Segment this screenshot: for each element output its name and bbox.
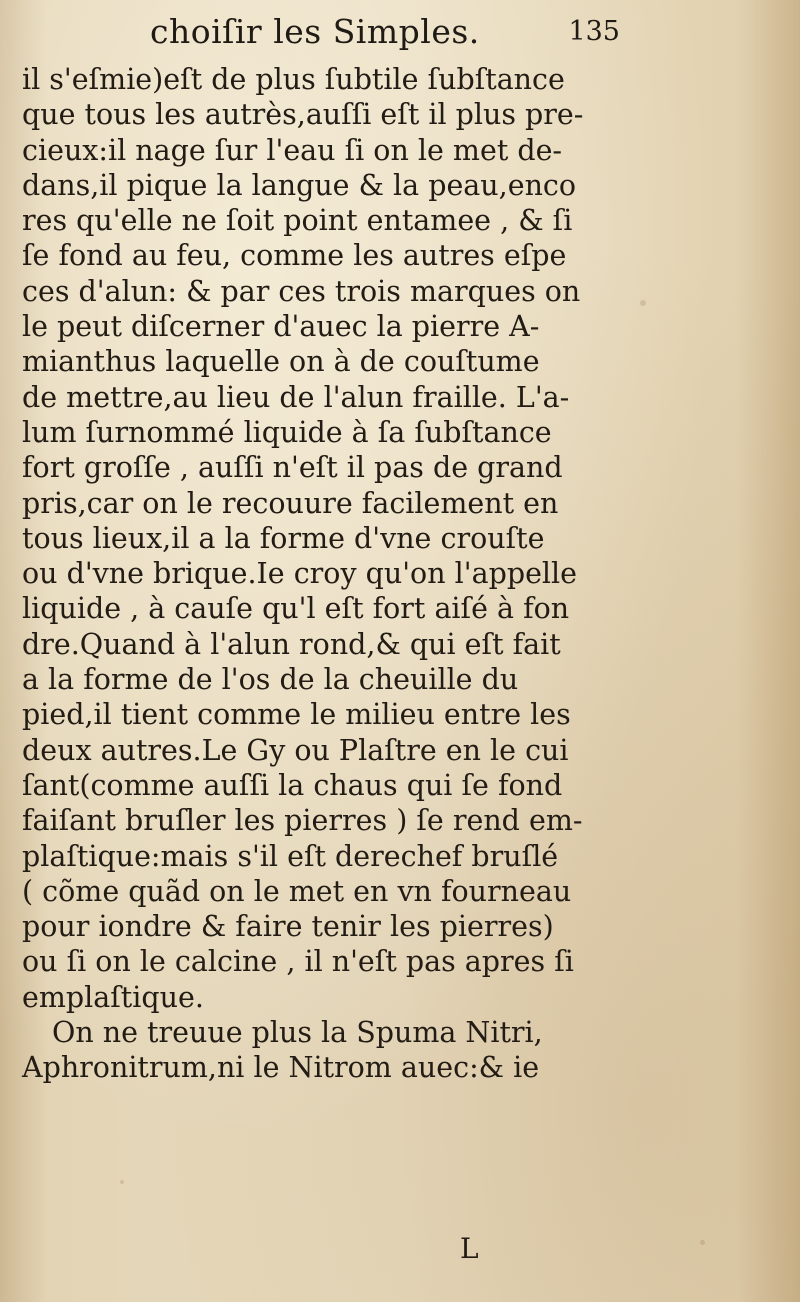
text-line: le peut diſcerner d'auec la pierre A- — [22, 310, 540, 344]
text-line: emplaſtique. — [22, 980, 204, 1014]
text-line: pour iondre & faire tenir les pierres) — [22, 910, 554, 944]
paragraph-start-line: On ne treuue plus la Spuma Nitri, — [52, 1016, 543, 1050]
text-line: fort groſſe , auſſi n'eſt il pas de grand — [22, 451, 563, 485]
text-line: ces d'alun: & par ces trois marques on — [22, 274, 581, 308]
text-line: liquide , à cauſe qu'l eſt fort aiſé à fon — [22, 592, 570, 626]
text-line: cieux:il nage ſur l'eau ſi on le met de- — [22, 133, 563, 167]
signature-mark: L — [460, 1232, 479, 1265]
text-line: plaſtique:mais s'il eſt derechef bruſlé — [22, 839, 559, 873]
text-line: faiſant bruſler les pierres ) ſe rend em- — [22, 804, 583, 838]
text-line: pris,car on le recouure facilement en — [22, 486, 559, 520]
text-line: res qu'elle ne ſoit point entamee , & ſi — [22, 204, 573, 238]
text-line: que tous les autrès,auſſi eſt il plus pre- — [22, 98, 584, 132]
text-line: Aphronitrum,ni le Nitrom auec:& ie — [22, 1051, 540, 1085]
text-line: mianthus laquelle on à de couſtume — [22, 345, 540, 379]
paper-stain — [700, 1240, 705, 1245]
paper-stain — [120, 1180, 124, 1184]
text-line: il s'eſmie)eſt de plus ſubtile ſubſtance — [22, 63, 565, 96]
body-text — [22, 62, 622, 1086]
running-title: choiſir les Simples. — [150, 12, 480, 51]
text-line: deux autres.Le Gy ou Plaſtre en le cui — [22, 733, 569, 767]
text-line: ou d'vne brique.Ie croy qu'on l'appelle — [22, 557, 578, 591]
text-line: lum ſurnommé liquide à ſa ſubſtance — [22, 415, 552, 449]
text-line: dans,il pique la langue & la peau,enco — [22, 168, 577, 202]
text-line: ſe fond au feu, comme les autres eſpe — [22, 239, 567, 273]
running-head — [150, 12, 620, 52]
text-line: a la forme de l'os de la cheuille du — [22, 663, 519, 697]
text-line: de mettre,au lieu de l'alun fraille. L'a- — [22, 380, 570, 414]
text-line: ſant(comme auſſi la chaus qui ſe fond — [22, 768, 563, 802]
page-number: 135 — [568, 16, 620, 47]
text-line: tous lieux,il a la forme d'vne crouſte — [22, 521, 545, 555]
paper-stain — [640, 300, 646, 306]
text-line: ou ſi on le calcine , il n'eſt pas apres ſi — [22, 945, 574, 979]
text-line: ( cõme quãd on le met en vn fourneau — [22, 874, 572, 908]
text-line: dre.Quand à l'alun rond,& qui eſt fait — [22, 627, 561, 661]
text-line: pied,il tient comme le milieu entre les — [22, 698, 571, 732]
